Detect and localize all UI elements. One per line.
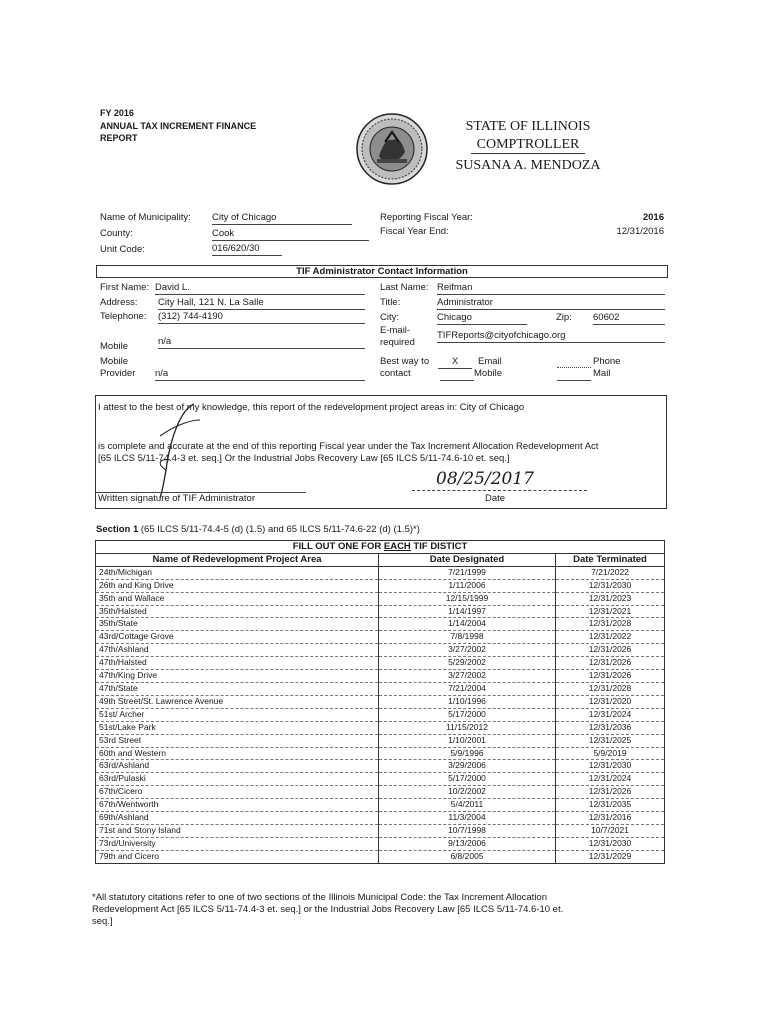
date-terminated-cell[interactable]: 7/21/2022 (556, 566, 665, 579)
date-terminated-cell[interactable]: 12/31/2028 (556, 618, 665, 631)
state-name: STATE OF ILLINOIS (465, 119, 591, 134)
date-terminated-cell[interactable]: 5/9/2019 (556, 747, 665, 760)
footnote-line2: Redevelopment Act [65 ILCS 5/11-74.4-3 et. seq.] or the Industrial Jobs Recovery Law [65 ILCS 5/11-74.6-10 et. (92, 904, 564, 915)
report-title-block (100, 107, 320, 145)
date-terminated-cell[interactable]: 12/31/2026 (556, 657, 665, 670)
date-designated-cell[interactable]: 11/3/2004 (379, 812, 556, 825)
project-name-cell[interactable]: 47th/Halsted (96, 657, 379, 670)
illinois-state-seal-icon (355, 112, 429, 186)
county-label: County: (100, 228, 133, 239)
project-name-cell[interactable]: 69th/Ashland (96, 812, 379, 825)
date-terminated-cell[interactable]: 12/31/2021 (556, 605, 665, 618)
date-terminated-cell[interactable]: 12/31/2026 (556, 670, 665, 683)
project-name-cell[interactable]: 26th and King Drive (96, 579, 379, 592)
project-name-cell[interactable]: 67th/Wentworth (96, 799, 379, 812)
table-row (96, 824, 665, 837)
date-designated-cell[interactable]: 10/2/2002 (379, 786, 556, 799)
table-row (96, 682, 665, 695)
date-designated-cell[interactable]: 5/9/1996 (379, 747, 556, 760)
project-name-cell[interactable]: 51st/Lake Park (96, 721, 379, 734)
date-designated-cell[interactable]: 1/10/1996 (379, 695, 556, 708)
date-designated-cell[interactable]: 9/13/2006 (379, 837, 556, 850)
project-name-cell[interactable]: 43rd/Cottage Grove (96, 631, 379, 644)
date-designated-cell[interactable]: 11/15/2012 (379, 721, 556, 734)
project-name-cell[interactable]: 24th/Michigan (96, 566, 379, 579)
city-field[interactable]: Chicago (437, 312, 527, 325)
mobile-provider-field[interactable]: n/a (155, 368, 365, 381)
zip-label: Zip: (556, 312, 572, 323)
table-row (96, 657, 665, 670)
date-designated-cell[interactable]: 12/15/1999 (379, 592, 556, 605)
table-row (96, 837, 665, 850)
mobile-provider-label-line2: Provider (100, 368, 136, 379)
municipality-label: Name of Municipality: (100, 212, 191, 223)
date-designated-cell[interactable]: 5/17/2000 (379, 773, 556, 786)
table-row (96, 579, 665, 592)
signature-label: Written signature of TIF Administrator (98, 493, 255, 504)
attest-line3: [65 ILCS 5/11-74.4-3 et. seq.] Or the Industrial Jobs Recovery Law [65 ILCS 5/11-74.6-10 et. seq.] (98, 453, 510, 464)
project-name-cell[interactable]: 67th/Cicero (96, 786, 379, 799)
date-designated-cell[interactable]: 1/11/2006 (379, 579, 556, 592)
project-name-cell[interactable]: 60th and Western (96, 747, 379, 760)
city-label: City: (380, 312, 399, 323)
municipality-field[interactable]: City of Chicago (212, 212, 352, 225)
fiscal-year-label: Reporting Fiscal Year: (380, 212, 473, 223)
project-name-cell[interactable]: 47th/State (96, 682, 379, 695)
date-terminated-cell[interactable]: 12/31/2024 (556, 773, 665, 786)
fiscal-year-title: FY 2016 (100, 108, 134, 118)
date-terminated-cell[interactable]: 12/31/2022 (556, 631, 665, 644)
comptroller-heading (448, 118, 608, 176)
signature-date-field[interactable]: 08/25/2017 (436, 469, 534, 489)
date-terminated-cell[interactable]: 12/31/2036 (556, 721, 665, 734)
table-row (96, 721, 665, 734)
date-label: Date (485, 493, 506, 504)
col-header-project-name: Name of Redevelopment Project Area (96, 553, 379, 566)
date-terminated-cell[interactable]: 12/31/2035 (556, 799, 665, 812)
county-field[interactable]: Cook (212, 228, 369, 241)
date-terminated-cell[interactable]: 12/31/2024 (556, 708, 665, 721)
date-terminated-cell[interactable]: 12/31/2030 (556, 579, 665, 592)
table-row (96, 605, 665, 618)
project-name-cell[interactable]: 63rd/Pulaski (96, 773, 379, 786)
report-title-line1: ANNUAL TAX INCREMENT FINANCE (100, 120, 257, 131)
date-terminated-cell[interactable]: 12/31/2029 (556, 850, 665, 863)
report-title-line2: REPORT (100, 133, 138, 143)
comptroller-title: COMPTROLLER (471, 136, 586, 154)
section1-citation: (65 ILCS 5/11-74.4-5 (d) (1.5) and 65 ILCS 5/11-74.6-22 (d) (1.5)*) (138, 524, 420, 535)
date-terminated-cell[interactable]: 12/31/2030 (556, 837, 665, 850)
title-field[interactable]: Administrator (437, 297, 665, 310)
last-name-label: Last Name: (380, 282, 429, 293)
first-name-label: First Name: (100, 282, 150, 293)
attest-line2: is complete and accurate at the end of this reporting Fiscal year under the Tax Increment Allocation Redevelopment Act (98, 441, 599, 452)
table-row (96, 747, 665, 760)
date-terminated-cell[interactable]: 12/31/2030 (556, 760, 665, 773)
date-terminated-cell[interactable]: 12/31/2026 (556, 644, 665, 657)
table-row (96, 618, 665, 631)
footnote-line3: seq.] (92, 916, 113, 927)
section1-label: Section 1 (96, 524, 139, 535)
table-row (96, 812, 665, 825)
project-name-cell[interactable]: 71st and Stony Island (96, 824, 379, 837)
project-name-cell[interactable]: 51st/ Archer (96, 708, 379, 721)
table-row (96, 695, 665, 708)
date-designated-cell[interactable]: 5/4/2011 (379, 799, 556, 812)
last-name-field[interactable]: Reifman (437, 282, 665, 295)
date-designated-cell[interactable]: 1/14/1997 (379, 605, 556, 618)
project-name-cell[interactable]: 47th/King Drive (96, 670, 379, 683)
email-field[interactable]: TIFReports@cityofchicago.org (437, 330, 665, 343)
date-designated-cell[interactable]: 1/14/2004 (379, 618, 556, 631)
date-designated-cell[interactable]: 3/27/2002 (379, 670, 556, 683)
mobile-field[interactable]: n/a (158, 336, 365, 349)
table-row (96, 760, 665, 773)
comptroller-name: SUSANA A. MENDOZA (455, 158, 601, 173)
project-name-cell[interactable]: 53rd Street (96, 734, 379, 747)
mobile-contact-checkbox[interactable] (440, 369, 474, 381)
email-label-line1: E-mail- (380, 325, 411, 336)
mail-contact-checkbox[interactable] (557, 369, 591, 381)
table-row (96, 850, 665, 863)
footnote (92, 892, 672, 928)
telephone-field[interactable]: (312) 744-4190 (158, 311, 365, 324)
col-header-date-terminated: Date Terminated (556, 553, 665, 566)
table-row (96, 592, 665, 605)
date-terminated-cell[interactable]: 12/31/2023 (556, 592, 665, 605)
date-designated-cell[interactable]: 7/21/1999 (379, 566, 556, 579)
address-field[interactable]: City Hall, 121 N. La Salle (158, 297, 365, 310)
date-terminated-cell[interactable]: 12/31/2016 (556, 812, 665, 825)
mobile-provider-label-line1: Mobile (100, 356, 128, 367)
date-terminated-cell[interactable]: 10/7/2021 (556, 824, 665, 837)
fill-out-instruction: FILL OUT ONE FOR EACH TIF DISTICT (96, 541, 665, 554)
date-designated-cell[interactable]: 7/21/2004 (379, 682, 556, 695)
date-designated-cell[interactable]: 6/8/2005 (379, 850, 556, 863)
project-name-cell[interactable]: 35th/Halsted (96, 605, 379, 618)
fiscal-year-end-label: Fiscal Year End: (380, 226, 449, 237)
unit-code-field[interactable]: 016/620/30 (212, 243, 282, 256)
date-terminated-cell[interactable]: 12/31/2025 (556, 734, 665, 747)
project-name-cell[interactable]: 35th/State (96, 618, 379, 631)
handwritten-signature-icon (140, 400, 210, 500)
footnote-line1: *All statutory citations refer to one of two sections of the Illinois Municipal Code: the Tax Increment Allocation (92, 892, 548, 903)
admin-section-title: TIF Administrator Contact Information (96, 265, 668, 278)
unit-code-label: Unit Code: (100, 244, 145, 255)
project-area-table (95, 540, 665, 864)
mobile-label: Mobile (100, 341, 128, 352)
phone-option-label: Phone (593, 356, 621, 367)
section1-heading (96, 524, 420, 536)
table-row (96, 786, 665, 799)
zip-field[interactable]: 60602 (593, 312, 665, 325)
table-row (96, 631, 665, 644)
project-name-cell[interactable]: 79th and Cicero (96, 850, 379, 863)
date-terminated-cell[interactable]: 12/31/2026 (556, 786, 665, 799)
email-contact-checkbox[interactable]: X (438, 356, 472, 369)
date-designated-cell[interactable]: 5/29/2002 (379, 657, 556, 670)
col-header-date-designated: Date Designated (379, 553, 556, 566)
first-name-field[interactable]: David L. (155, 282, 365, 295)
date-designated-cell[interactable]: 7/8/1998 (379, 631, 556, 644)
best-way-label-line1: Best way to (380, 356, 430, 367)
attest-line1: I attest to the best of my knowledge, this report of the redevelopment project areas in: City of Chicago (98, 402, 525, 413)
phone-contact-checkbox[interactable] (557, 356, 591, 368)
title-label: Title: (380, 297, 401, 308)
fiscal-year-value: 2016 (642, 212, 664, 223)
project-name-cell[interactable]: 73rd/University (96, 837, 379, 850)
date-designated-cell[interactable]: 1/10/2001 (379, 734, 556, 747)
date-designated-cell[interactable]: 5/17/2000 (379, 708, 556, 721)
best-way-label-line2: contact (380, 368, 411, 379)
project-name-cell[interactable]: 63rd/Ashland (96, 760, 379, 773)
table-row (96, 799, 665, 812)
date-terminated-cell[interactable]: 12/31/2028 (556, 682, 665, 695)
table-row (96, 734, 665, 747)
email-label-line2: required (380, 337, 415, 348)
mobile-option-label: Mobile (474, 368, 502, 379)
date-designated-cell[interactable]: 10/7/1998 (379, 824, 556, 837)
date-line (412, 490, 587, 491)
address-label: Address: (100, 297, 138, 308)
email-option-label: Email (478, 356, 502, 367)
project-name-cell[interactable]: 49th Street/St. Lawrence Avenue (96, 695, 379, 708)
table-row (96, 773, 665, 786)
telephone-label: Telephone: (100, 311, 147, 322)
table-row (96, 708, 665, 721)
fiscal-year-end-value: 12/31/2016 (616, 226, 664, 237)
table-row (96, 644, 665, 657)
table-row (96, 670, 665, 683)
mail-option-label: Mail (593, 368, 611, 379)
date-terminated-cell[interactable]: 12/31/2020 (556, 695, 665, 708)
project-name-cell[interactable]: 35th and Wallace (96, 592, 379, 605)
table-row (96, 566, 665, 579)
date-designated-cell[interactable]: 3/27/2002 (379, 644, 556, 657)
project-name-cell[interactable]: 47th/Ashland (96, 644, 379, 657)
date-designated-cell[interactable]: 3/29/2006 (379, 760, 556, 773)
